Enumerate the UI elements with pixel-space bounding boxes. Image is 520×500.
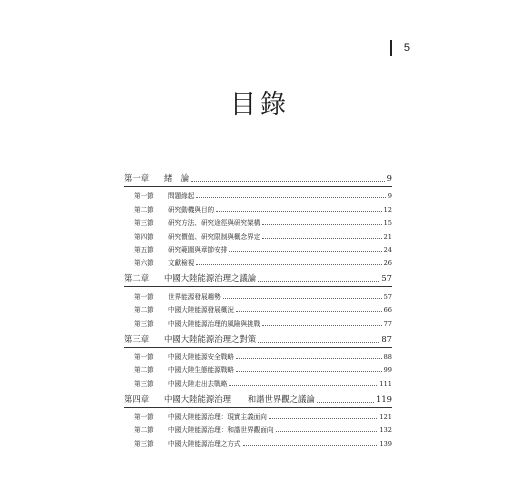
leader-dots bbox=[236, 370, 382, 372]
toc-section-row[interactable] bbox=[124, 424, 392, 434]
chapter-page: 9 bbox=[386, 173, 392, 183]
toc-section-row[interactable] bbox=[124, 318, 392, 328]
leader-dots bbox=[196, 196, 385, 198]
chapter-number: 第二章 bbox=[124, 273, 150, 284]
leader-dots bbox=[317, 401, 374, 403]
section-page: 66 bbox=[383, 306, 392, 315]
section-list bbox=[124, 190, 392, 267]
leader-dots bbox=[229, 384, 377, 386]
section-number: 第二節 bbox=[134, 205, 154, 214]
chapter-title: 中國大陸能源治理之議論 bbox=[164, 273, 257, 284]
section-title: 中國大陸生態能源戰略 bbox=[168, 366, 234, 375]
section-number: 第一節 bbox=[134, 292, 154, 301]
section-page: 21 bbox=[383, 232, 392, 241]
chapter-title: 中國大陸能源治理之對策 bbox=[164, 333, 257, 344]
leader-dots bbox=[262, 237, 381, 239]
section-title: 世界能源發展趨勢 bbox=[168, 292, 221, 301]
leader-dots bbox=[229, 250, 381, 252]
section-title: 問題緣起 bbox=[168, 192, 195, 201]
section-page: 24 bbox=[383, 245, 392, 254]
table-of-contents bbox=[124, 172, 392, 452]
leader-dots bbox=[243, 444, 378, 446]
page-number: 5 bbox=[403, 42, 410, 54]
section-page: 26 bbox=[383, 259, 392, 268]
section-title: 文獻檢視 bbox=[168, 259, 195, 268]
section-number: 第六節 bbox=[134, 259, 154, 268]
section-page: 99 bbox=[383, 366, 392, 375]
section-title: 中國大陸能源安全戰略 bbox=[168, 352, 234, 361]
leader-dots bbox=[258, 341, 379, 343]
toc-section-row[interactable] bbox=[124, 217, 392, 227]
section-title: 研究範圍與章節安排 bbox=[168, 245, 228, 254]
toc-chapter-row[interactable] bbox=[124, 393, 392, 408]
chapter-title: 緒 論 bbox=[164, 173, 190, 183]
toc-section-row[interactable] bbox=[124, 190, 392, 200]
leader-dots bbox=[269, 417, 378, 419]
section-title: 中國大陸走出去戰略 bbox=[168, 379, 228, 388]
section-number: 第三節 bbox=[134, 439, 154, 448]
toc-section-row[interactable] bbox=[124, 438, 392, 448]
section-page: 15 bbox=[383, 219, 392, 228]
leader-dots bbox=[236, 310, 382, 312]
section-title: 中國大陸能源治理之方式 bbox=[168, 439, 241, 448]
leader-dots bbox=[216, 210, 381, 212]
chapter-page: 57 bbox=[381, 273, 392, 284]
section-page: 139 bbox=[379, 439, 392, 448]
section-page: 132 bbox=[379, 426, 392, 435]
section-number: 第二節 bbox=[134, 426, 154, 435]
section-list bbox=[124, 351, 392, 388]
chapter-page: 119 bbox=[376, 393, 392, 404]
chapter-number: 第四章 bbox=[124, 393, 150, 404]
section-title: 中國大陸能源發展概況 bbox=[168, 306, 234, 315]
chapter-number: 第一章 bbox=[124, 173, 150, 183]
chapter-title: 中國大陸能源治理 和諧世界觀之議論 bbox=[164, 393, 315, 404]
running-header bbox=[390, 40, 410, 56]
section-title: 研究動機與目的 bbox=[168, 205, 215, 214]
toc-section-row[interactable] bbox=[124, 204, 392, 214]
section-title: 中國大陸能源治理：和諧世界觀面向 bbox=[168, 426, 274, 435]
leader-dots bbox=[276, 430, 378, 432]
toc-chapter-row[interactable] bbox=[124, 272, 392, 287]
leader-dots bbox=[262, 324, 381, 326]
chapter-number: 第三章 bbox=[124, 333, 150, 344]
section-list bbox=[124, 411, 392, 448]
toc-chapter-row[interactable] bbox=[124, 172, 392, 187]
toc-section-row[interactable] bbox=[124, 257, 392, 267]
toc-chapter-row[interactable] bbox=[124, 333, 392, 348]
toc-section-row[interactable] bbox=[124, 231, 392, 241]
section-number: 第一節 bbox=[134, 413, 154, 422]
chapter-page: 87 bbox=[381, 333, 392, 344]
toc-section-row[interactable] bbox=[124, 411, 392, 421]
toc-section-row[interactable] bbox=[124, 364, 392, 374]
section-number: 第五節 bbox=[134, 245, 154, 254]
section-page: 12 bbox=[383, 205, 392, 214]
section-number: 第三節 bbox=[134, 379, 154, 388]
section-number: 第一節 bbox=[134, 352, 154, 361]
section-number: 第二節 bbox=[134, 366, 154, 375]
section-page: 111 bbox=[379, 379, 392, 388]
section-list bbox=[124, 291, 392, 328]
section-page: 121 bbox=[379, 413, 392, 422]
toc-section-row[interactable] bbox=[124, 378, 392, 388]
leader-dots bbox=[191, 180, 385, 182]
section-number: 第三節 bbox=[134, 319, 154, 328]
toc-section-row[interactable] bbox=[124, 351, 392, 361]
section-title: 中國大陸能源治理：現實主義面向 bbox=[168, 413, 267, 422]
section-title: 研究價值、研究限制與概念界定 bbox=[168, 232, 261, 241]
toc-title: 目錄 bbox=[229, 90, 290, 120]
toc-section-row[interactable] bbox=[124, 244, 392, 254]
toc-section-row[interactable] bbox=[124, 291, 392, 301]
leader-dots bbox=[236, 357, 382, 359]
section-page: 9 bbox=[387, 192, 392, 201]
section-title: 研究方法、研究途徑與研究架構 bbox=[168, 219, 261, 228]
leader-dots bbox=[262, 223, 381, 225]
leader-dots bbox=[196, 263, 381, 265]
section-number: 第二節 bbox=[134, 306, 154, 315]
section-page: 88 bbox=[383, 352, 392, 361]
section-page: 77 bbox=[383, 319, 392, 328]
section-page: 57 bbox=[383, 292, 392, 301]
leader-dots bbox=[223, 297, 382, 299]
section-number: 第四節 bbox=[134, 232, 154, 241]
header-divider bbox=[390, 40, 392, 56]
section-number: 第三節 bbox=[134, 219, 154, 228]
section-number: 第一節 bbox=[134, 192, 154, 201]
section-title: 中國大陸能源治理的風險與挑戰 bbox=[168, 319, 261, 328]
leader-dots bbox=[258, 280, 379, 282]
toc-section-row[interactable] bbox=[124, 304, 392, 314]
